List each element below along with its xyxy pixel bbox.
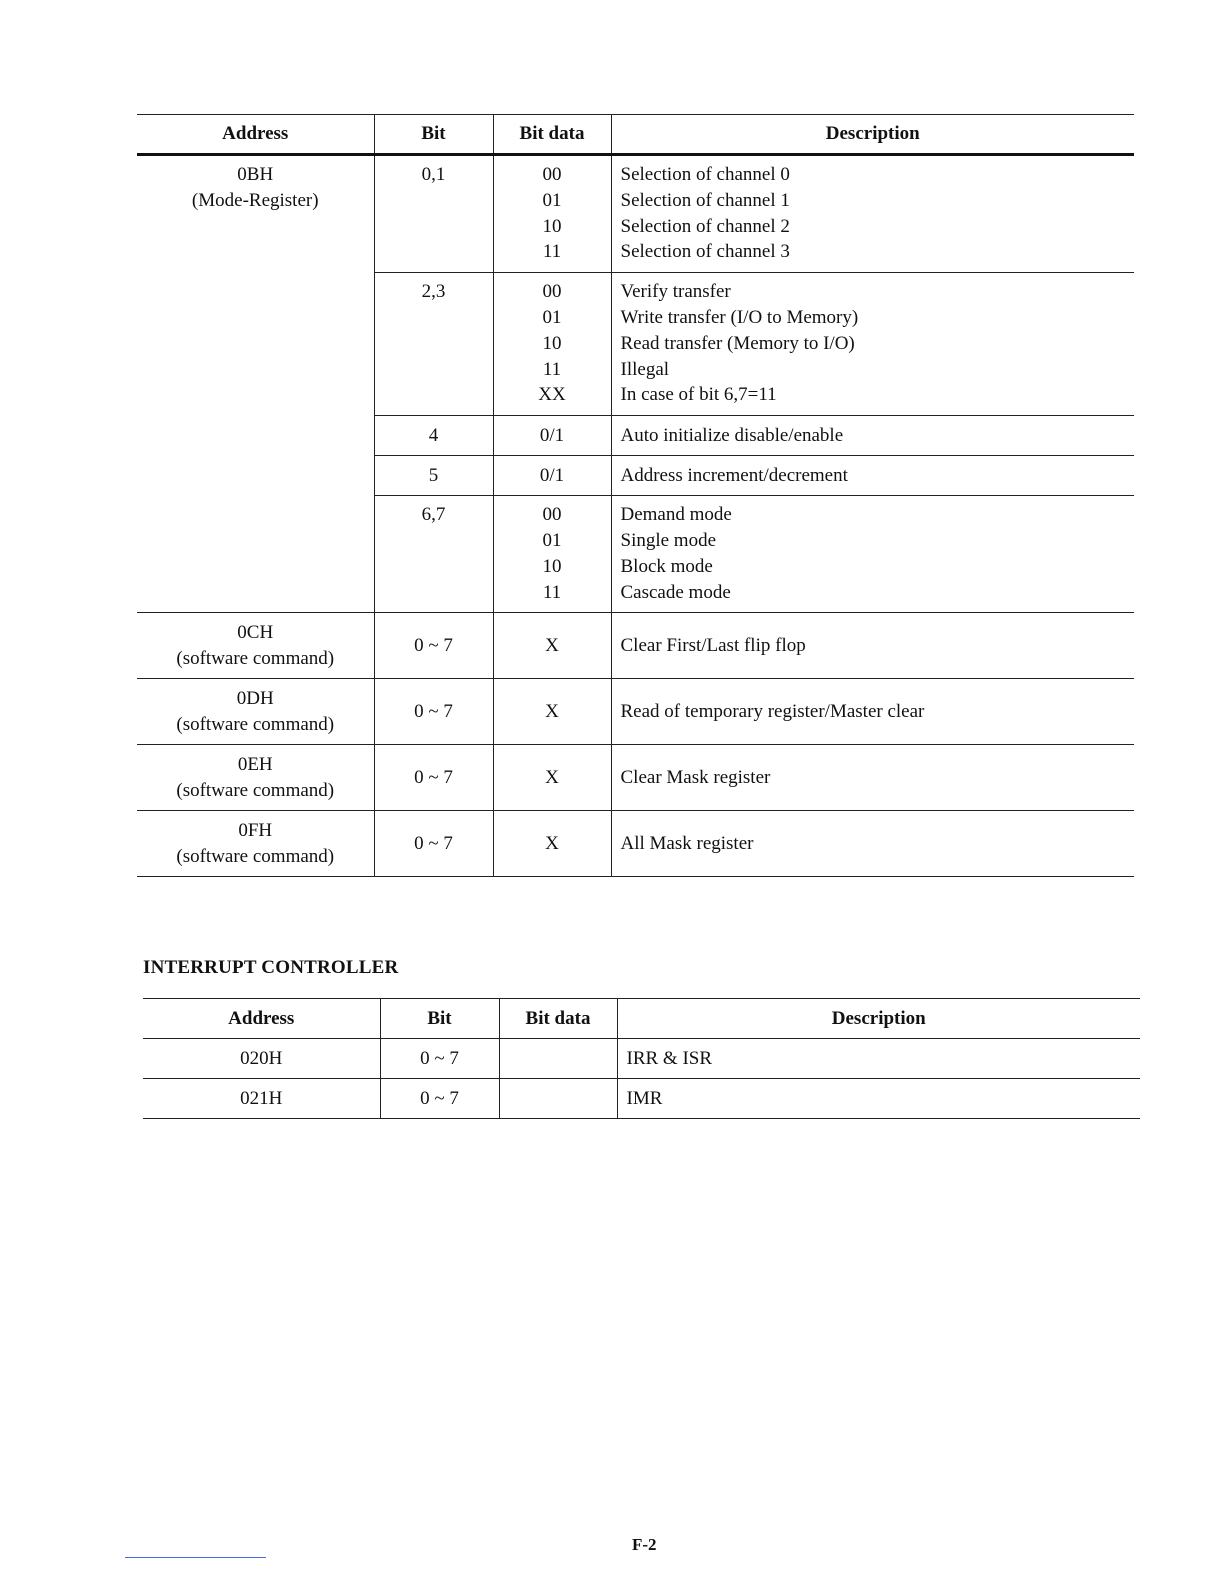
bit-value: 2,3 <box>421 281 446 303</box>
address-note: (software command) <box>176 647 335 669</box>
header-address: Address <box>137 115 374 155</box>
description-text: Illegal <box>620 358 670 380</box>
description-text: Selection of channel 3 <box>620 241 790 263</box>
description-text: Selection of channel 2 <box>620 215 790 237</box>
address-note: (Mode-Register) <box>191 190 319 211</box>
table-header-row <box>143 999 1140 1039</box>
bit-data-value: 10 <box>542 332 562 354</box>
address-cell <box>137 811 374 877</box>
header-description: Description <box>831 1007 926 1029</box>
bit-data-value: 11 <box>542 241 562 263</box>
table-row <box>137 613 1134 679</box>
address-cell: 021H <box>143 1079 380 1119</box>
interrupt-controller-table <box>143 998 1140 1119</box>
bit-data-value: 10 <box>542 215 562 237</box>
bit-data-value: XX <box>538 384 566 406</box>
description-text: Selection of channel 1 <box>620 189 790 211</box>
description-text: Read transfer (Memory to I/O) <box>620 332 855 354</box>
bit-data-value: 01 <box>542 306 562 328</box>
description-cell: IMR <box>626 1087 663 1109</box>
footer-rule <box>125 1557 266 1558</box>
description-text: Block mode <box>620 555 713 577</box>
bit-cell: 0 ~ 7 <box>380 1079 499 1119</box>
page-number: F-2 <box>632 1535 657 1554</box>
header-bit: Bit <box>380 999 499 1039</box>
address-note: (software command) <box>176 779 335 801</box>
header-description: Description <box>825 123 920 144</box>
bit-cell <box>374 273 493 416</box>
header-bit-data: Bit data <box>499 999 617 1039</box>
description-cell: Clear Mask register <box>620 766 771 788</box>
bit-data-cell <box>493 273 611 416</box>
bit-cell: 0 ~ 7 <box>374 745 493 811</box>
address-code: 0FH <box>238 819 273 841</box>
table-row <box>137 745 1134 811</box>
address-code: 0BH <box>237 164 274 185</box>
address-cell: 020H <box>143 1039 380 1079</box>
address-code: 0CH <box>237 621 274 643</box>
bit-data-cell <box>499 1039 617 1079</box>
bit-cell: 0 ~ 7 <box>374 613 493 679</box>
table-row <box>143 1079 1140 1119</box>
bit-data-cell: X <box>493 679 611 745</box>
bit-data-cell <box>493 496 611 613</box>
address-code: 0EH <box>237 753 273 775</box>
bit-cell <box>374 155 493 273</box>
bit-data-value: 01 <box>542 189 562 211</box>
bit-data-cell: X <box>493 811 611 877</box>
address-cell <box>137 745 374 811</box>
header-bit: Bit <box>374 115 493 155</box>
bit-data-cell: X <box>493 613 611 679</box>
bit-value: 0,1 <box>421 164 446 185</box>
bit-data-value: 01 <box>542 529 562 551</box>
bit-data-value: 11 <box>542 581 562 603</box>
bit-data-value: 10 <box>542 555 562 577</box>
table-row <box>137 679 1134 745</box>
bit-data-cell <box>499 1079 617 1119</box>
header-bit-data: Bit data <box>493 115 611 155</box>
bit-data-cell: X <box>493 745 611 811</box>
bit-data-value: 00 <box>542 164 562 185</box>
bit-cell <box>374 496 493 613</box>
description-cell: Auto initialize disable/enable <box>620 424 844 446</box>
description-text: Selection of channel 0 <box>620 164 790 185</box>
table-row <box>143 1039 1140 1079</box>
address-note: (software command) <box>176 713 335 735</box>
description-text: Write transfer (I/O to Memory) <box>620 306 859 328</box>
bit-cell: 0 ~ 7 <box>374 679 493 745</box>
description-text: In case of bit 6,7=11 <box>620 384 777 406</box>
description-cell: Address increment/decrement <box>620 464 848 486</box>
description-text: Cascade mode <box>620 581 731 603</box>
header-address: Address <box>143 999 380 1039</box>
description-text: Demand mode <box>620 504 732 526</box>
description-text: Single mode <box>620 529 717 551</box>
bit-value: 6,7 <box>421 504 446 526</box>
bit-cell: 0 ~ 7 <box>380 1039 499 1079</box>
description-cell: Clear First/Last flip flop <box>620 634 806 656</box>
description-cell <box>611 496 1134 613</box>
section-title: INTERRUPT CONTROLLER <box>143 957 399 978</box>
bit-data-value: 11 <box>542 358 562 380</box>
bit-cell: 0 ~ 7 <box>374 811 493 877</box>
address-code: 0DH <box>236 687 274 709</box>
table-row <box>137 155 1134 273</box>
bit-data-cell <box>493 155 611 273</box>
address-note: (software command) <box>176 845 335 867</box>
dma-register-table <box>137 114 1134 877</box>
bit-cell: 5 <box>374 456 493 496</box>
bit-data-value: 00 <box>542 281 562 303</box>
table-row <box>137 811 1134 877</box>
table-header-row <box>137 115 1134 155</box>
bit-cell: 4 <box>374 416 493 456</box>
description-text: Verify transfer <box>620 281 731 303</box>
description-cell: Read of temporary register/Master clear <box>620 700 925 722</box>
bit-data-cell: 0/1 <box>493 456 611 496</box>
description-cell: IRR & ISR <box>626 1047 713 1069</box>
description-cell: All Mask register <box>620 832 754 854</box>
bit-data-cell: 0/1 <box>493 416 611 456</box>
bit-data-value: 00 <box>542 504 562 526</box>
description-cell <box>611 155 1134 273</box>
description-cell <box>611 273 1134 416</box>
address-cell <box>137 679 374 745</box>
address-cell-0bh <box>137 155 374 613</box>
address-cell <box>137 613 374 679</box>
